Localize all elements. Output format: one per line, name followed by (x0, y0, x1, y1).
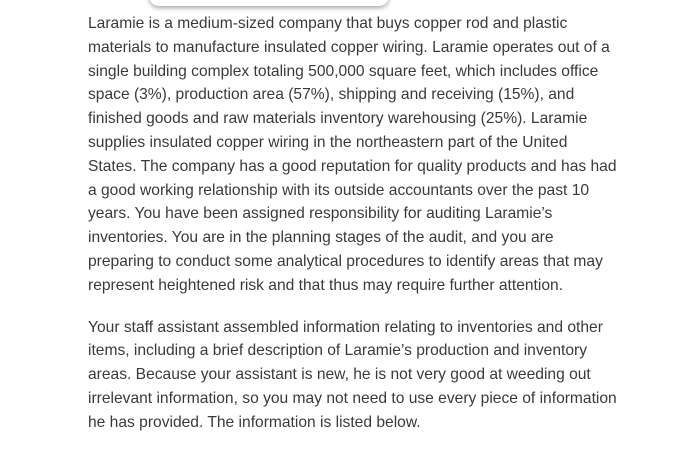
document-body (88, 12, 648, 435)
staff-assistant-paragraph (88, 316, 648, 435)
text-line: items, including a brief description of Laramie’s production and inventory (88, 342, 587, 360)
text-line: a good working relationship with its outside accountants over the past 10 (88, 181, 590, 199)
text-line: years. You have been assigned responsibility for auditing Laramie’s (88, 205, 553, 223)
text-line: he has provided. The information is listed below. (88, 413, 421, 431)
text-line: Laramie is a medium-sized company that buys copper rod and plastic (88, 15, 568, 32)
text-line: materials to manufacture insulated copper wiring. Laramie operates out of a (88, 38, 610, 56)
top-tab-handle (149, 0, 389, 6)
text-line: represent heightened risk and that thus may require further attention. (88, 276, 564, 294)
text-line: Your staff assistant assembled information relating to inventories and other (88, 318, 603, 336)
text-line: single building complex totaling 500,000 square feet, which includes office (88, 62, 599, 80)
text-line: inventories. You are in the planning stages of the audit, and you are (88, 229, 554, 247)
text-line: areas. Because your assistant is new, he is not very good at weeding out (88, 366, 591, 384)
text-line: supplies insulated copper wiring in the northeastern part of the United (88, 133, 568, 151)
case-description-paragraph (88, 12, 648, 298)
text-line: finished goods and raw materials inventory warehousing (25%). Laramie (88, 110, 588, 128)
text-line: space (3%), production area (57%), shipping and receiving (15%), and (88, 86, 575, 104)
text-line: States. The company has a good reputation for quality products and has had (88, 157, 617, 175)
text-line: preparing to conduct some analytical procedures to identify areas that may (88, 252, 603, 270)
text-line: irrelevant information, so you may not need to use every piece of information (88, 389, 617, 407)
